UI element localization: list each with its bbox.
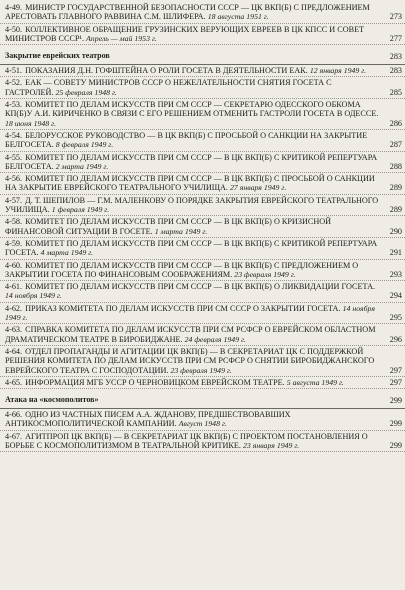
page-number: 283	[389, 66, 402, 76]
document-date: 24 февраля 1949 г.	[184, 334, 246, 344]
document-number: 4-53.	[5, 100, 23, 110]
contents-entry	[0, 24, 405, 46]
contents-entry	[0, 77, 405, 99]
page-number: 283	[389, 52, 402, 62]
document-title: КОЛЛЕКТИВНОЕ ОБРАЩЕНИЕ ГРУЗИНСКИХ ВЕРУЮЩИХ ЕВРЕЕВ В ЦК КПСС И СОВЕТ МИНИСТРОВ СССР¹.	[5, 24, 365, 43]
document-date: 12 января 1949 г.	[309, 66, 367, 76]
document-title: АГИТПРОП ЦК ВКП(Б) — В СЕКРЕТАРИАТ ЦК ВКП(Б) С ПРОЕКТОМ ПОСТАНОВЛЕНИЯ О БОРЬБЕ С КОСМОПОЛИТИЗМОМ В ТЕАТРАЛЬНОЙ КРИТИКЕ.	[5, 431, 368, 450]
page-number: 277	[389, 33, 402, 43]
document-number: 4-59.	[5, 238, 23, 248]
document-title: СПРАВКА КОМИТЕТА ПО ДЕЛАМ ИСКУССТВ ПРИ СМ РСФСР О ЕВРЕЙСКОМ ОБЛАСТНОМ ДРАМАТИЧЕСКОМ ТЕАТРЕ В БИРОБИДЖАНЕ.	[5, 325, 376, 344]
page-number: 289	[389, 183, 402, 193]
page-number: 289	[389, 205, 402, 215]
document-title: ОДНО ИЗ ЧАСТНЫХ ПИСЕМ А.А. ЖДАНОВУ, ПРЕДШЕСТВОВАВШИХ АНТИКОСМОПОЛИТИЧЕСКОЙ КАМПАНИИ.	[5, 410, 291, 429]
document-date: 8 февраля 1949 г.	[55, 140, 114, 150]
document-title: КОМИТЕТ ПО ДЕЛАМ ИСКУССТВ ПРИ СМ СССР — В ЦК ВКП(Б) С КРИТИКОЙ РЕПЕРТУАРА ГОСЕТА.	[5, 238, 378, 258]
document-number: 4-60.	[5, 260, 23, 270]
document-title: ЕАК — СОВЕТУ МИНИСТРОВ СССР О НЕЖЕЛАТЕЛЬНОСТИ СНЯТИЯ ГОСЕТА С ГАСТРОЛЕЙ.	[5, 78, 332, 97]
page-number: 297	[389, 365, 402, 375]
contents-entry	[0, 303, 405, 325]
page-number: 299	[389, 419, 402, 429]
page-number: 285	[389, 87, 402, 97]
document-date: 4 марта 1949 г.	[40, 248, 94, 258]
document-number: 4-58.	[5, 217, 23, 227]
contents-entry	[0, 377, 405, 389]
document-date: 23 февраля 1949 г.	[234, 269, 296, 279]
page-number: 299	[389, 440, 402, 450]
contents-entry	[0, 173, 405, 195]
document-date: 5 августа 1949 г.	[286, 377, 344, 387]
document-date: 14 ноября 1949 г.	[5, 303, 375, 323]
document-date: 18 августа 1951 г.	[207, 12, 269, 22]
document-date: 1 марта 1949 г.	[154, 226, 208, 236]
contents-entry	[0, 130, 405, 152]
document-number: 4-52.	[5, 78, 23, 88]
document-number: 4-54.	[5, 130, 23, 140]
document-date: 23 февраля 1949 г.	[170, 365, 232, 375]
page-number: 286	[389, 118, 402, 128]
document-title: ОТДЕЛ ПРОПАГАНДЫ И АГИТАЦИИ ЦК ВКП(Б) — В СЕКРЕТАРИАТ ЦК С ПОДДЕРЖКОЙ РЕШЕНИЯ КОМИТЕТА ПО ДЕЛАМ ИСКУССТВ ПРИ СМ РСФСР О СНЯТИИ БИРОБИДЖАНСКОГО ЕВРЕЙСКОГО ТЕАТРА С ГОСПОДОТАЦИИ.	[5, 346, 375, 375]
contents-list	[0, 2, 405, 452]
page-number: 299	[389, 396, 402, 406]
section-title: Атака на «космополитов»	[5, 395, 99, 405]
document-date: 14 ноября 1949 г.	[5, 291, 62, 301]
document-number: 4-51.	[5, 66, 23, 76]
page-number: 294	[389, 291, 402, 301]
contents-entry	[0, 324, 405, 346]
document-date: 27 января 1949 г.	[230, 183, 287, 193]
document-date: 23 января 1949 г.	[242, 440, 300, 450]
document-title: МИНИСТР ГОСУДАРСТВЕННОЙ БЕЗОПАСНОСТИ СССР — ЦК ВКП(Б) С ПРЕДЛОЖЕНИЕМ АРЕСТОВАТЬ ГЛАВНОГО РАВВИНА С.М. ШЛИФЕРА.	[5, 3, 370, 22]
page-number: 297	[389, 377, 402, 387]
document-date: 2 марта 1949 г.	[55, 161, 109, 171]
page-number: 273	[389, 12, 402, 22]
contents-entry	[0, 216, 405, 238]
document-number: 4-67.	[5, 431, 23, 441]
document-number: 4-62.	[5, 303, 23, 313]
contents-entry	[0, 2, 405, 24]
document-title: КОМИТЕТ ПО ДЕЛАМ ИСКУССТВ ПРИ СМ СССР — В ЦК ВКП(Б) С КРИТИКОЙ РЕПЕРТУАРА БЕЛГОСЕТА.	[5, 152, 378, 171]
document-number: 4-56.	[5, 174, 23, 184]
section-heading	[0, 389, 405, 409]
page-number: 293	[389, 269, 402, 279]
document-title: ПОКАЗАНИЯ Д.Н. ГОФШТЕЙНА О РОЛИ ГОСЕТА В ДЕЯТЕЛЬНОСТИ ЕАК.	[25, 66, 308, 76]
contents-entry	[0, 195, 405, 217]
document-number: 4-57.	[5, 195, 23, 205]
page-number: 296	[389, 334, 402, 344]
page-number: 290	[389, 226, 402, 236]
page-number: 291	[389, 248, 402, 258]
document-title: КОМИТЕТ ПО ДЕЛАМ ИСКУССТВ ПРИ СМ СССР — В ЦК ВКП(Б) С ПРОСЬБОЙ О САНКЦИИ НА ЗАКРЫТИЕ ЕВРЕЙСКОГО ТЕАТРАЛЬНОГО УЧИЛИЩА.	[5, 174, 375, 193]
page-number: 287	[389, 140, 402, 150]
contents-entry	[0, 65, 405, 77]
page-number: 295	[389, 313, 402, 323]
document-number: 4-49.	[5, 3, 23, 12]
contents-entry	[0, 346, 405, 377]
document-number: 4-50.	[5, 24, 23, 34]
document-title: КОМИТЕТ ПО ДЕЛАМ ИСКУССТВ ПРИ СМ СССР — В ЦК ВКП(Б) С ПРЕДЛОЖЕНИЕМ О ЗАКРЫТИИ ГОСЕТА ПО ФИНАНСОВЫМ СООБРАЖЕНИЯМ.	[5, 260, 359, 279]
document-number: 4-65.	[5, 377, 23, 387]
document-date: 1 февраля 1949 г.	[51, 205, 110, 215]
page-number: 288	[389, 161, 402, 171]
contents-entry	[0, 281, 405, 303]
document-number: 4-55.	[5, 152, 23, 162]
document-date: Апрель — май 1953 г.	[86, 33, 157, 43]
document-date: Август 1948 г.	[178, 419, 227, 429]
document-number: 4-61.	[5, 282, 23, 292]
contents-entry	[0, 260, 405, 282]
document-title: ПРИКАЗ КОМИТЕТА ПО ДЕЛАМ ИСКУССТВ ПРИ СМ СССР О ЗАКРЫТИИ ГОСЕТА.	[25, 303, 341, 313]
contents-entry	[0, 431, 405, 453]
contents-entry	[0, 152, 405, 174]
document-title: Д. Т. ШЕПИЛОВ — Г.М. МАЛЕНКОВУ О ПОРЯДКЕ ЗАКРЫТИЯ ЕВРЕЙСКОГО ТЕАТРАЛЬНОГО УЧИЛИЩА.	[5, 195, 379, 215]
document-number: 4-63.	[5, 325, 23, 335]
document-title: КОМИТЕТ ПО ДЕЛАМ ИСКУССТВ ПРИ СМ СССР — В ЦК ВКП(Б) О КРИЗИСНОЙ ФИНАНСОВОЙ СИТУАЦИИ В ГОСЕТЕ.	[5, 217, 332, 236]
section-heading	[0, 45, 405, 65]
document-title: КОМИТЕТ ПО ДЕЛАМ ИСКУССТВ ПРИ СМ СССР — В ЦК ВКП(Б) О ЛИКВИДАЦИИ ГОСЕТА.	[25, 282, 376, 292]
document-number: 4-66.	[5, 410, 23, 420]
contents-entry	[0, 238, 405, 260]
document-date: 18 июня 1948 г.	[5, 118, 57, 128]
document-title: КОМИТЕТ ПО ДЕЛАМ ИСКУССТВ ПРИ СМ СССР — СЕКРЕТАРЮ ОДЕССКОГО ОБКОМА КП(Б)У А.И. КИРИЧЕНКО В СВЯЗИ С ЕГО РЕШЕНИЕМ ОТМЕНИТЬ ГАСТРОЛИ ГОСЕТА В ОДЕССЕ.	[5, 100, 379, 119]
document-date: 25 февраля 1948 г.	[55, 87, 117, 97]
contents-entry	[0, 99, 405, 130]
section-title: Закрытие еврейских театров	[5, 51, 110, 61]
contents-entry	[0, 409, 405, 431]
document-title: БЕЛОРУССКОЕ РУКОВОДСТВО — В ЦК ВКП(Б) С ПРОСЬБОЙ О САНКЦИИ НА ЗАКРЫТИЕ БЕЛГОСЕТА.	[5, 130, 368, 150]
document-title: ИНФОРМАЦИЯ МГБ УССР О ЧЕРНОВИЦКОМ ЕВРЕЙСКОМ ТЕАТРЕ.	[25, 377, 285, 387]
document-number: 4-64.	[5, 346, 23, 356]
